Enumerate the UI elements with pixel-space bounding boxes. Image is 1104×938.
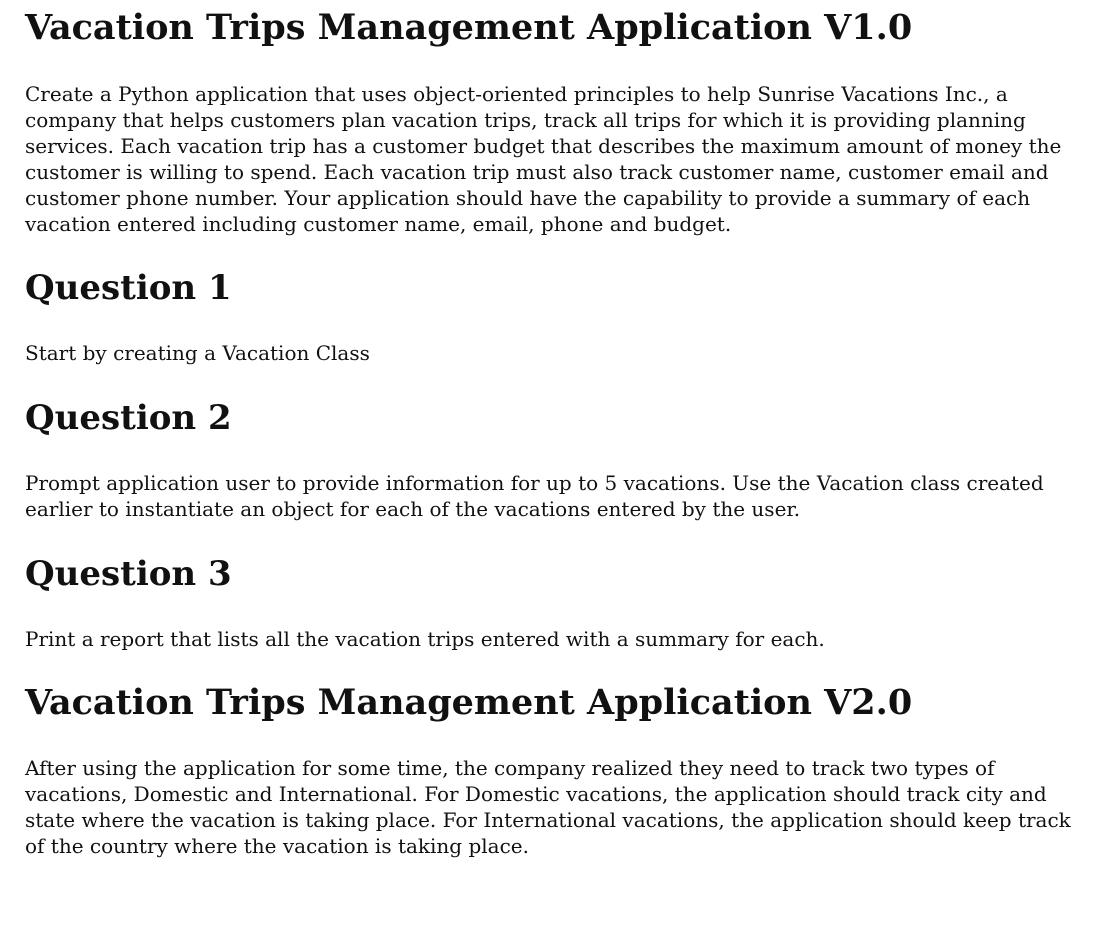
question-1-heading: Question 1 [25, 268, 232, 308]
question-1-text: Start by creating a Vacation Class [25, 341, 370, 365]
intro-v2-paragraph: After using the application for some time, the company realized they need to track two types of vacations, Domestic and International. For Domestic vacations, the application should track city and state where the vacation is taking place. For International vacations, the application should keep track of the country where the vacation is taking place. [25, 756, 1071, 858]
intro-v1-paragraph: Create a Python application that uses object-oriented principles to help Sunrise Vacations Inc., a company that helps customers plan vacation trips, track all trips for which it is providing planning services. Each vacation trip has a customer budget that describes the maximum amount of money the customer is willing to spend. Each vacation trip must also track customer name, customer email and customer phone number. Your application should have the capability to provide a summary of each vacation entered including customer name, email, phone and budget. [25, 82, 1062, 236]
title-v1: Vacation Trips Management Application V1.0 [25, 7, 913, 48]
title-v2: Vacation Trips Management Application V2.0 [25, 682, 913, 723]
question-2-text: Prompt application user to provide information for up to 5 vacations. Use the Vacation class created earlier to instantiate an object for each of the vacations entered by the user. [25, 471, 1044, 521]
question-3-heading: Question 3 [25, 554, 232, 594]
question-3-text: Print a report that lists all the vacation trips entered with a summary for each. [25, 627, 825, 651]
question-2-heading: Question 2 [25, 398, 232, 438]
